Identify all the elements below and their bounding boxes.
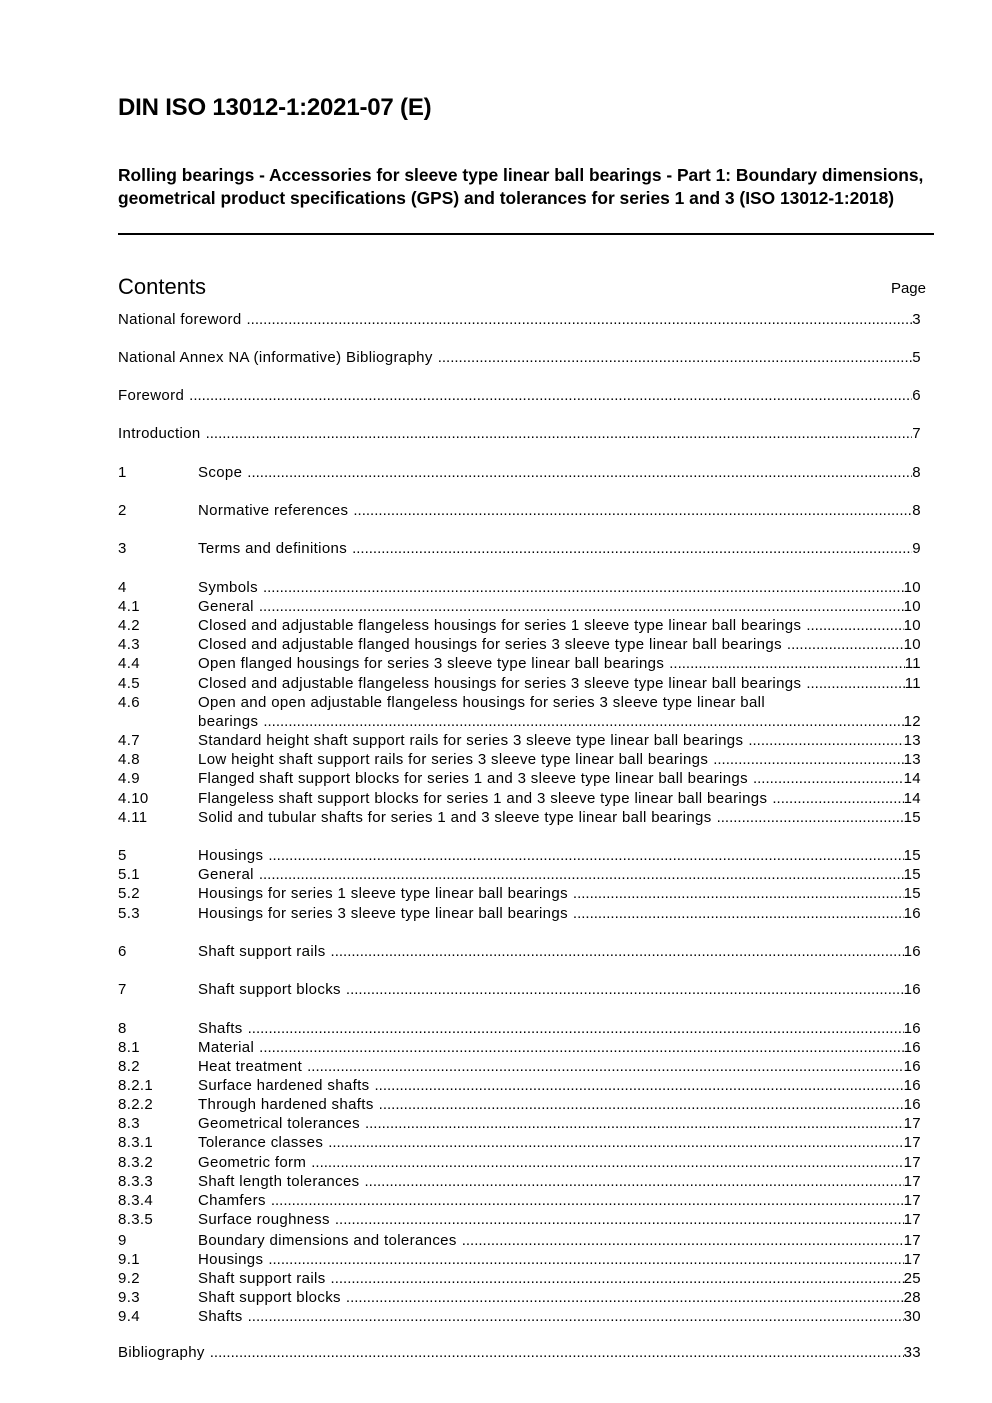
toc-entry-number: 8.3 <box>118 1115 140 1132</box>
toc-entry-national-foreword[interactable] <box>118 310 921 329</box>
toc-entry-national-annex[interactable] <box>118 348 921 367</box>
toc-entry-number: 9 <box>118 1232 127 1249</box>
toc-entry-number: 9.2 <box>118 1270 140 1287</box>
toc-entry-title: Housings <box>198 847 264 864</box>
toc-entry-title: Flanged shaft support blocks for series 1 and 3 sleeve type linear ball bearings <box>198 770 748 787</box>
leader-dots <box>268 846 903 865</box>
leader-dots <box>438 348 913 367</box>
document-id: DIN ISO 13012-1:2021-07 (E) <box>118 94 432 121</box>
toc-entry-title: National foreword <box>118 311 242 328</box>
leader-dots <box>462 1231 904 1250</box>
toc-entry-number: 8.3.5 <box>118 1211 154 1228</box>
toc-entry-title: Closed and adjustable flanged housings for series 3 sleeve type linear ball bearings <box>198 636 782 653</box>
leader-dots <box>669 654 904 673</box>
toc-entry-number: 4.4 <box>118 655 140 672</box>
toc-entry-page: 17 <box>903 1211 921 1228</box>
leader-dots <box>247 310 913 329</box>
toc-entry-number: 8.2.2 <box>118 1096 154 1113</box>
toc-entry-number: 4.9 <box>118 770 140 787</box>
toc-entry-page: 25 <box>903 1270 921 1287</box>
toc-entry-number: 3 <box>118 540 127 557</box>
toc-entry-page: 16 <box>903 1039 921 1056</box>
toc-entry-title: Normative references <box>198 502 349 519</box>
toc-entry-title: Open and open adjustable flangeless housings for series 3 sleeve type linear ball <box>198 694 766 711</box>
toc-entry-page: 17 <box>903 1154 921 1171</box>
toc-entry-page: 17 <box>903 1134 921 1151</box>
toc-entry-title: Through hardened shafts <box>198 1096 374 1113</box>
toc-entry-title: Low height shaft support rails for series 3 sleeve type linear ball bearings <box>198 751 709 768</box>
leader-dots <box>346 980 904 999</box>
toc-entry-page: 11 <box>904 675 921 692</box>
toc-entry-number: 7 <box>118 981 127 998</box>
leader-dots <box>248 1019 904 1038</box>
leader-dots <box>713 750 903 769</box>
toc-entry-page: 33 <box>903 1344 921 1361</box>
toc-entry-number: 8.2.1 <box>118 1077 154 1094</box>
toc-entry-page: 8 <box>912 464 921 481</box>
leader-dots <box>335 1210 904 1229</box>
toc-entry-page: 17 <box>903 1251 921 1268</box>
toc-entry-page: 15 <box>903 866 921 883</box>
toc-entry-title: Bibliography <box>118 1344 205 1361</box>
toc-entry-title: Chamfers <box>198 1192 266 1209</box>
toc-entry-title: Standard height shaft support rails for series 3 sleeve type linear ball bearings <box>198 732 744 749</box>
leader-dots <box>717 808 904 827</box>
toc-entry-page: 13 <box>903 751 921 768</box>
leader-dots <box>248 1307 904 1326</box>
toc-entry-number: 4.2 <box>118 617 140 634</box>
leader-dots <box>346 1288 904 1307</box>
toc-entry-bibliography[interactable] <box>118 1343 921 1362</box>
leader-dots <box>263 712 903 731</box>
toc-entry-title: Shaft length tolerances <box>198 1173 360 1190</box>
toc-entry-page: 14 <box>903 770 921 787</box>
toc-entry-page: 5 <box>912 349 921 366</box>
toc-entry-title: Shaft support blocks <box>198 1289 341 1306</box>
toc-entry-title: Flangeless shaft support blocks for series 1 and 3 sleeve type linear ball bearings <box>198 790 768 807</box>
toc-entry-number: 5.2 <box>118 885 140 902</box>
leader-dots <box>311 1153 903 1172</box>
toc-entry-number: 9.3 <box>118 1289 140 1306</box>
toc-entry-title: Material <box>198 1039 255 1056</box>
toc-entry-page: 16 <box>903 981 921 998</box>
toc-entry-page: 10 <box>903 579 921 596</box>
page-column-label: Page <box>890 280 926 297</box>
toc-entry-page: 17 <box>903 1115 921 1132</box>
toc-entry-title: Foreword <box>118 387 185 404</box>
toc-entry-page: 12 <box>903 713 921 730</box>
toc-entry-title: National Annex NA (informative) Bibliography <box>118 349 433 366</box>
toc-entry-introduction[interactable] <box>118 424 921 443</box>
toc-entry-number: 8.3.1 <box>118 1134 154 1151</box>
toc-entry-title: Solid and tubular shafts for series 1 and 3 sleeve type linear ball bearings <box>198 809 712 826</box>
leader-dots <box>263 578 904 597</box>
leader-dots <box>247 463 912 482</box>
toc-entry-page: 30 <box>903 1308 921 1325</box>
toc-entry-title: Geometric form <box>198 1154 307 1171</box>
toc-entry-title: Geometrical tolerances <box>198 1115 360 1132</box>
toc-entry-page: 8 <box>912 502 921 519</box>
toc-entry-page: 7 <box>912 425 921 442</box>
toc-entry-page: 16 <box>903 1020 921 1037</box>
toc-entry-number: 8.3.4 <box>118 1192 154 1209</box>
toc-entry-page: 10 <box>903 617 921 634</box>
toc-entry-number: 8.2 <box>118 1058 140 1075</box>
toc-entry-title: Heat treatment <box>198 1058 303 1075</box>
toc-entry-number: 8.3.2 <box>118 1154 154 1171</box>
leader-dots <box>206 424 913 443</box>
document-title: Rolling bearings - Accessories for sleeve type linear ball bearings - Part 1: Boundary dimensions, geometrical product specifications (GPS) and tolerances for series 1 and 3 (ISO 13012-1:2018) <box>118 165 924 208</box>
toc-entry-number: 8 <box>118 1020 127 1037</box>
toc-entry-title: Boundary dimensions and tolerances <box>198 1232 457 1249</box>
toc-entry-page: 16 <box>903 1058 921 1075</box>
toc-entry-number: 4.8 <box>118 751 140 768</box>
leader-dots <box>353 501 912 520</box>
toc-entry-page: 13 <box>903 732 921 749</box>
toc-entry-number: 4.5 <box>118 675 140 692</box>
toc-entry-title: Symbols <box>198 579 258 596</box>
toc-entry-number: 9.4 <box>118 1308 140 1325</box>
leader-dots <box>806 674 904 693</box>
toc-entry-page: 28 <box>903 1289 921 1306</box>
toc-entry-page: 16 <box>903 1077 921 1094</box>
leader-dots <box>271 1191 904 1210</box>
leader-dots <box>331 1269 904 1288</box>
toc-entry-title: Open flanged housings for series 3 sleeve type linear ball bearings <box>198 655 665 672</box>
leader-dots <box>259 597 904 616</box>
toc-entry-title: Introduction <box>118 425 201 442</box>
toc-entry-title: General <box>198 866 254 883</box>
leader-dots <box>379 1095 904 1114</box>
toc-entry-page: 15 <box>903 809 921 826</box>
leader-dots <box>307 1057 903 1076</box>
leader-dots <box>352 539 912 558</box>
toc-entry-page: 15 <box>903 885 921 902</box>
contents-heading: Contents <box>118 274 207 299</box>
toc-entry-page: 11 <box>904 655 921 672</box>
leader-dots <box>365 1172 904 1191</box>
toc-entry-page: 10 <box>903 598 921 615</box>
toc-entry-page: 16 <box>903 905 921 922</box>
toc-entry-page: 14 <box>903 790 921 807</box>
toc-entry-page: 15 <box>903 847 921 864</box>
toc-entry-number: 1 <box>118 464 127 481</box>
toc-entry-page: 17 <box>903 1192 921 1209</box>
toc-entry-title: Shafts <box>198 1308 243 1325</box>
leader-dots <box>189 386 912 405</box>
toc-entry-title: Housings <box>198 1251 264 1268</box>
leader-dots <box>573 904 904 923</box>
toc-entry-title: Shaft support rails <box>198 943 326 960</box>
toc-entry-number: 4.11 <box>118 809 148 826</box>
leader-dots <box>328 1133 903 1152</box>
toc-entry-title: Tolerance classes <box>198 1134 324 1151</box>
toc-entry-number: 6 <box>118 943 127 960</box>
toc-entry-title: Surface roughness <box>198 1211 330 1228</box>
toc-entry-page: 6 <box>912 387 921 404</box>
leader-dots <box>573 884 904 903</box>
toc-entry-title: Scope <box>198 464 243 481</box>
leader-dots <box>748 731 903 750</box>
toc-entry-title: Terms and definitions <box>198 540 348 557</box>
toc-entry-page: 10 <box>903 636 921 653</box>
toc-entry-title: Shaft support rails <box>198 1270 326 1287</box>
toc-entry-page: 16 <box>903 1096 921 1113</box>
toc-entry-number: 5.3 <box>118 905 140 922</box>
leader-dots <box>331 942 904 961</box>
toc-entry-number: 5.1 <box>118 866 140 883</box>
toc-entry-number: 2 <box>118 502 127 519</box>
leader-dots <box>772 789 903 808</box>
leader-dots <box>365 1114 904 1133</box>
toc-entry-title: Closed and adjustable flangeless housings for series 1 sleeve type linear ball bearings <box>198 617 802 634</box>
toc-entry-title: Shafts <box>198 1020 243 1037</box>
toc-entry-number: 5 <box>118 847 127 864</box>
toc-entry-title: Housings for series 1 sleeve type linear ball bearings <box>198 885 568 902</box>
leader-dots <box>268 1250 903 1269</box>
leader-dots <box>787 635 904 654</box>
toc-entry-title: Closed and adjustable flangeless housings for series 3 sleeve type linear ball bearings <box>198 675 802 692</box>
leader-dots <box>210 1343 904 1362</box>
toc-entry-title: Surface hardened shafts <box>198 1077 370 1094</box>
toc-entry-page: 16 <box>903 943 921 960</box>
toc-entry-page: 17 <box>903 1173 921 1190</box>
toc-entry-foreword[interactable] <box>118 386 921 405</box>
toc-entry-number: 4.10 <box>118 790 149 807</box>
toc-entry-title: Shaft support blocks <box>198 981 341 998</box>
toc-entry-page: 17 <box>903 1232 921 1249</box>
toc-entry-title-continued: bearings <box>198 713 259 730</box>
leader-dots <box>806 616 903 635</box>
toc-entry-page: 9 <box>912 540 921 557</box>
toc-entry-number: 4.1 <box>118 598 140 615</box>
toc-entry-number: 9.1 <box>118 1251 140 1268</box>
leader-dots <box>375 1076 904 1095</box>
toc-entry-number: 8.3.3 <box>118 1173 154 1190</box>
leader-dots <box>753 769 904 788</box>
leader-dots <box>259 1038 903 1057</box>
leader-dots <box>259 865 904 884</box>
toc-entry-number: 8.1 <box>118 1039 140 1056</box>
table-of-contents <box>118 0 921 1403</box>
toc-entry-title: General <box>198 598 254 615</box>
toc-entry-title: Housings for series 3 sleeve type linear ball bearings <box>198 905 568 922</box>
toc-entry-number: 4.6 <box>118 694 140 711</box>
toc-entry-page: 3 <box>912 311 921 328</box>
toc-entry-number: 4 <box>118 579 127 596</box>
toc-entry-number: 4.3 <box>118 636 140 653</box>
toc-entry-number: 4.7 <box>118 732 140 749</box>
